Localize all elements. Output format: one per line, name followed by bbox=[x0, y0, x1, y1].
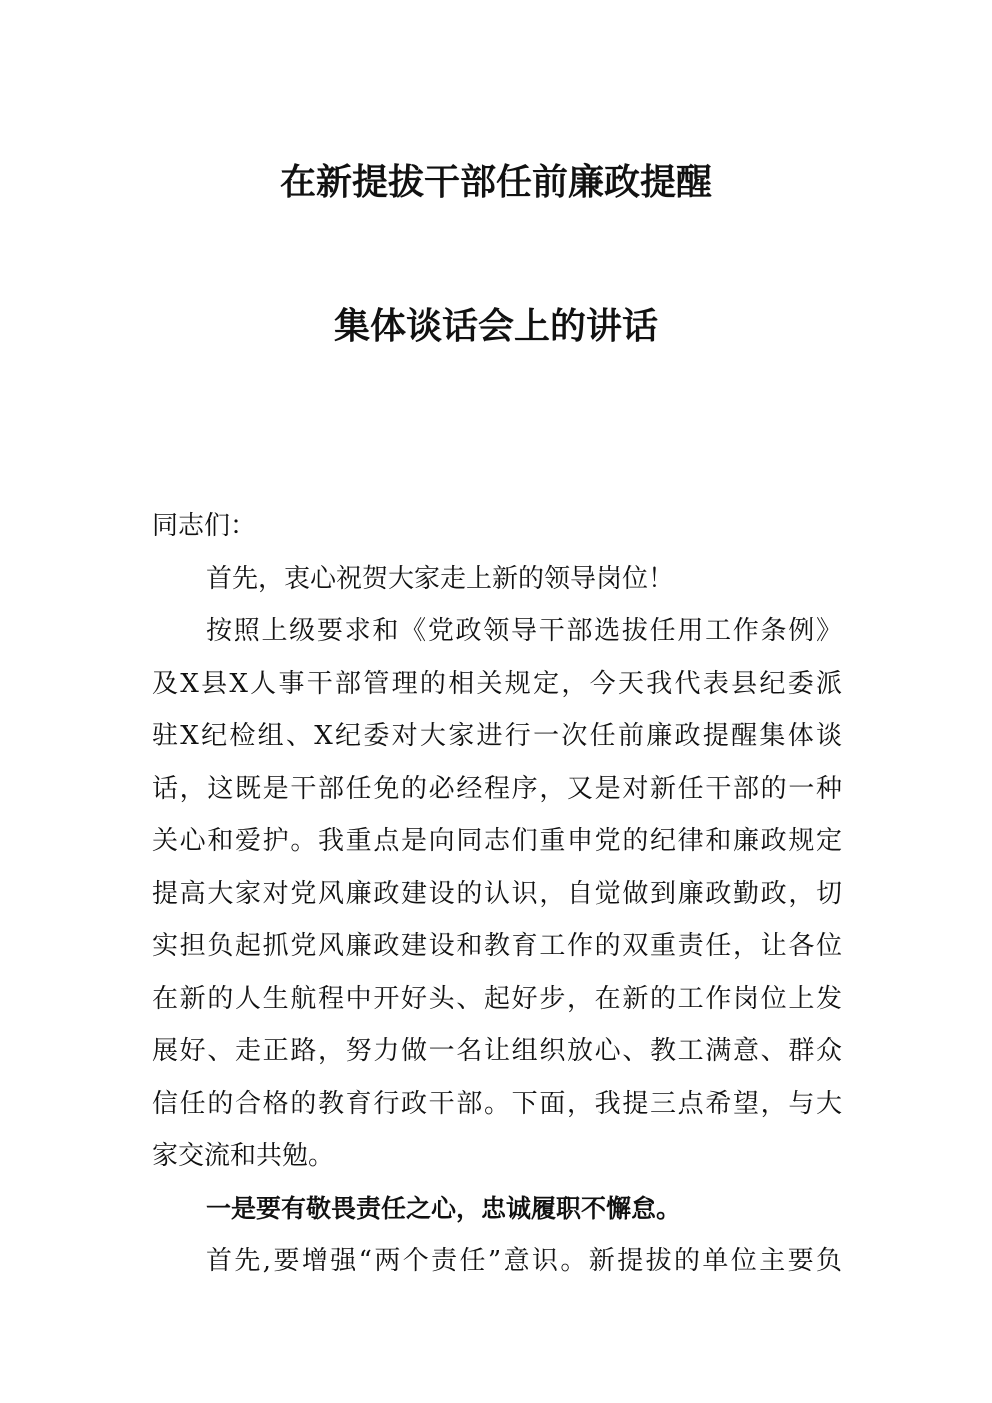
paragraph-line: 提高大家对党风廉政建设的认识，自觉做到廉政勤政，切 bbox=[152, 878, 842, 909]
section-heading: 一是要有敬畏责任之心，忠诚履职不懈怠。 bbox=[206, 1193, 682, 1223]
paragraph-line: 关心和爱护。我重点是向同志们重申党的纪律和廉政规定 bbox=[152, 826, 842, 856]
document-title-line-2: 集体谈话会上的讲话 bbox=[333, 305, 658, 347]
salutation: 同志们： bbox=[152, 511, 257, 541]
paragraph-line: 信任的合格的教育行政干部。下面，我提三点希望，与大 bbox=[152, 1088, 842, 1119]
paragraph-line: 话，这既是干部任免的必经程序，又是对新任干部的一种 bbox=[152, 773, 842, 804]
paragraph-line: 按照上级要求和《党政领导干部选拔任用工作条例》 bbox=[206, 616, 842, 646]
paragraph-line: 驻X纪检组、X纪委对大家进行一次任前廉政提醒集体谈 bbox=[152, 721, 842, 751]
section-paragraph-line: 首先,要增强“两个责任”意识。新提拔的单位主要负 bbox=[206, 1246, 842, 1276]
congratulation-line: 首先，衷心祝贺大家走上新的领导岗位！ bbox=[206, 563, 675, 594]
paragraph-line: 在新的人生航程中开好头、起好步，在新的工作岗位上发 bbox=[152, 983, 842, 1014]
paragraph-line: 实担负起抓党风廉政建设和教育工作的双重责任，让各位 bbox=[152, 931, 842, 961]
document-body bbox=[152, 500, 842, 1288]
paragraph-line: 展好、走正路，努力做一名让组织放心、教工满意、群众 bbox=[152, 1036, 842, 1066]
paragraph-line: 及X县X人事干部管理的相关规定，今天我代表县纪委派 bbox=[152, 668, 842, 699]
document-title-line-1: 在新提拔干部任前廉政提醒 bbox=[279, 161, 712, 203]
paragraph-line-last: 家交流和共勉。 bbox=[152, 1141, 335, 1171]
